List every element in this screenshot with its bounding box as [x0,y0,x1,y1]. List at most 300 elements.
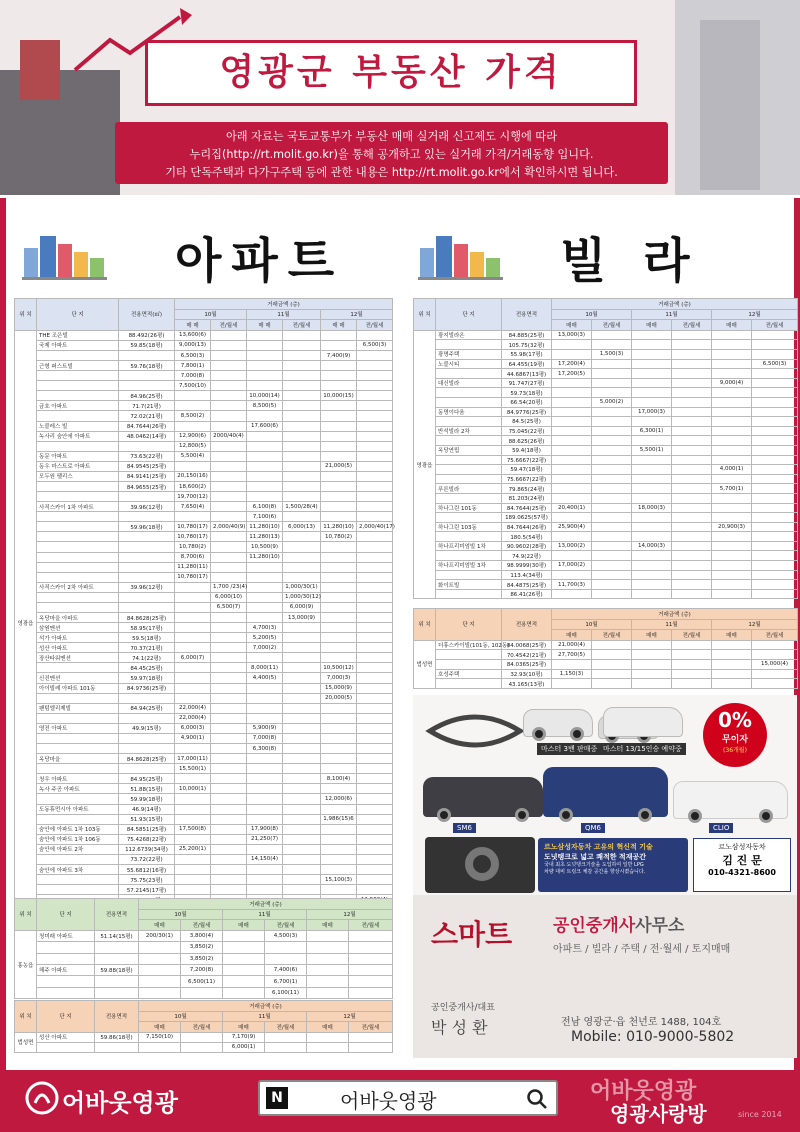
price-cell [211,723,247,733]
table-row [15,834,393,844]
price-cell [321,764,357,774]
table-row [15,744,393,754]
header-sale: 매매 [712,320,752,331]
price-cell [672,350,712,360]
search-icon[interactable] [526,1088,548,1110]
area-cell [119,592,175,602]
price-cell [357,653,393,663]
table-row [15,643,393,653]
complex-cell [37,976,95,987]
price-cell [321,572,357,582]
price-cell [592,426,632,436]
price-cell: 6,500(3) [752,359,798,369]
price-cell [752,407,798,417]
header-month: 12월 [321,309,393,320]
price-cell [321,371,357,381]
complex-cell [37,663,119,673]
price-cell [632,561,672,571]
price-cell: 8,700(6) [175,552,211,562]
price-cell [211,461,247,471]
price-cell: 12,800(5) [175,441,211,451]
complex-cell [37,602,119,612]
price-cell [357,492,393,502]
area-cell: 59.85(18평) [119,340,175,350]
price-cell: 17,000(2) [552,561,592,571]
price-cell [357,754,393,764]
price-cell [247,794,283,804]
complex-cell [436,679,502,689]
complex-cell: 하나그린 101동 [436,503,502,513]
table-row [15,885,393,895]
price-cell [592,484,632,494]
price-cell [211,451,247,461]
price-cell [357,451,393,461]
price-cell [321,744,357,754]
price-cell: 200/30(1) [139,930,181,941]
rate-label: 무이자 [721,735,749,745]
complex-cell [436,369,502,379]
table-row [15,532,393,542]
area-cell: 73.72(22평) [119,854,175,864]
price-cell [211,542,247,552]
complex-cell: 동문 아파트 [37,451,119,461]
complex-cell [37,572,119,582]
area-cell: 84.9141(25평) [119,471,175,481]
price-cell [283,683,321,693]
price-cell [752,388,798,398]
price-cell [552,679,592,689]
price-cell [752,484,798,494]
header-area: 전용면적(㎡) [119,299,175,331]
search-bar[interactable] [258,1080,558,1116]
price-cell: 10,000(15) [321,391,357,401]
price-cell [247,885,283,895]
area-cell: 84.94(25평) [119,703,175,713]
price-cell [283,885,321,895]
area-cell [95,987,139,998]
price-cell [552,417,592,427]
price-cell: 11,280(10) [247,522,283,532]
header-month: 11월 [632,619,712,630]
price-cell [307,1032,349,1042]
price-cell [211,381,247,391]
price-cell [283,774,321,784]
table-row [15,552,393,562]
price-cell [211,562,247,572]
area-cell [119,572,175,582]
price-cell [357,482,393,492]
complex-cell [436,551,502,561]
table-row [414,426,798,436]
complex-cell [436,532,502,542]
price-cell: 6,300(8) [247,744,283,754]
header-region: 위 치 [15,299,37,331]
price-cell [283,340,321,350]
price-cell [752,513,798,523]
header-lease: 전/월세 [752,320,798,331]
realtor-brand: 스마트 [431,918,513,951]
price-cell [175,673,211,683]
price-cell [181,987,223,998]
price-cell [307,930,349,941]
price-cell [552,378,592,388]
area-cell: 39.96(12평) [119,582,175,592]
area-cell: 98.9999(30평) [502,561,552,571]
area-cell: 49.9(15평) [119,723,175,733]
complex-cell: 사직스카이 2차 아파트 [37,582,119,592]
price-cell [752,493,798,503]
price-cell [283,431,321,441]
area-cell: 71.7(21평) [119,401,175,411]
area-cell: 59.86(18평) [95,1032,139,1042]
complex-cell: 숨안에 아파트 3차 [37,864,119,874]
complex-cell [37,942,95,953]
price-cell: 1,500/28(4) [283,502,321,512]
price-cell [247,361,283,371]
complex-cell: 하나그린 103동 [436,522,502,532]
area-cell: 189.0625(57평) [502,513,552,523]
price-cell: 6,000(13) [283,522,321,532]
price-cell [211,572,247,582]
price-cell [357,391,393,401]
price-cell [321,834,357,844]
header-sale: 매매 [632,320,672,331]
price-cell [321,562,357,572]
table-row [15,502,393,512]
price-cell [357,723,393,733]
price-cell: 17,900(8) [247,824,283,834]
price-cell [632,436,672,446]
price-cell [247,461,283,471]
price-cell [592,340,632,350]
price-cell [357,502,393,512]
price-cell [357,542,393,552]
area-cell: 84.7644(25평) [502,503,552,513]
price-cell [357,693,393,703]
header-region: 위 치 [414,299,436,331]
price-cell [283,703,321,713]
area-cell: 75.6667(22평) [502,455,552,465]
area-cell [119,441,175,451]
complex-cell: 푸른빌라 [436,484,502,494]
price-cell [672,426,712,436]
price-cell: 4,700(3) [247,623,283,633]
footer-watermark: 어바웃영광 [590,1079,697,1104]
price-cell [712,417,752,427]
complex-cell: 숨안에 아파트 1차 103동 [37,824,119,834]
price-cell [552,551,592,561]
complex-cell [37,764,119,774]
price-cell [211,733,247,743]
price-cell [672,660,712,670]
price-cell: 8,000(11) [247,663,283,673]
area-cell: 59.4(18평) [502,445,552,455]
area-cell: 79.865(24평) [502,484,552,494]
header-month: 12월 [307,909,393,920]
header-lease: 전/월세 [265,920,307,931]
price-cell [672,330,712,340]
price-cell [712,455,752,465]
price-cell: 6,100(11) [265,987,307,998]
price-cell: 13,000(9) [283,613,321,623]
price-cell [247,764,283,774]
price-cell [175,623,211,633]
price-cell [247,864,283,874]
realtor-phone: Mobile: 010-9000-5802 [571,1029,735,1045]
complex-cell: 동명이다움 [436,407,502,417]
price-cell [357,572,393,582]
price-cell [632,580,672,590]
price-cell [592,513,632,523]
price-cell [247,340,283,350]
table-row [414,330,798,340]
price-cell: 8,500(2) [175,411,211,421]
price-cell: 20,400(1) [552,503,592,513]
price-cell [139,965,181,976]
table-row [15,401,393,411]
price-cell [752,580,798,590]
price-cell: 7,800(1) [175,361,211,371]
price-cell: 5,000(2) [592,397,632,407]
area-cell [119,744,175,754]
price-cell [357,371,393,381]
price-cell [357,532,393,542]
car-clio-image [673,781,788,819]
table-row [15,512,393,522]
table-row [15,942,393,953]
price-cell [307,965,349,976]
price-cell [321,613,357,623]
price-cell [712,541,752,551]
price-cell [283,723,321,733]
price-cell [712,397,752,407]
price-cell [175,744,211,754]
complex-cell: 성산 아파트 [37,643,119,653]
price-cell [321,431,357,441]
price-cell [592,660,632,670]
price-cell [247,713,283,723]
price-cell [752,465,798,475]
price-cell: 5,500(1) [632,445,672,455]
price-cell [247,613,283,623]
price-cell [283,471,321,481]
notice-box [115,122,668,184]
table-row [15,976,393,987]
page-title: 영광군 부동산 가격 [145,40,637,106]
price-cell [283,492,321,502]
header-month: 10월 [139,909,223,920]
table-row [15,653,393,663]
price-cell [349,942,393,953]
area-cell: 66.54(20평) [502,397,552,407]
area-cell [119,542,175,552]
price-cell [283,875,321,885]
price-cell: 5,700(1) [712,484,752,494]
price-cell [211,552,247,562]
price-cell [265,953,307,964]
price-cell [247,804,283,814]
price-cell [552,436,592,446]
price-cell [632,474,672,484]
price-cell [211,441,247,451]
complex-cell: 도동휴먼시아 아파트 [37,804,119,814]
dealer-name: 김 진 문 [722,854,762,867]
price-cell [672,417,712,427]
dealer-contact [693,838,791,892]
price-cell [283,512,321,522]
price-cell [247,754,283,764]
price-cell [357,703,393,713]
price-cell [752,340,798,350]
price-cell: 7,500(10) [175,381,211,391]
apartment-illustration-icon [22,230,107,280]
price-cell: 11,280(11) [175,562,211,572]
price-cell [283,804,321,814]
header-lease: 전/월세 [283,320,321,331]
header-deal: 거래금액 (층) [552,299,798,310]
price-cell: 6,500(3) [357,340,393,350]
area-cell: 72.02(21평) [119,411,175,421]
price-cell [321,381,357,391]
header-sale: 매매 [552,320,592,331]
price-cell [349,965,393,976]
price-cell [752,679,798,689]
complex-cell [37,1042,95,1052]
area-cell [95,953,139,964]
area-cell: 91.747(27평) [502,378,552,388]
price-cell [307,953,349,964]
region-cell: 영광읍 [414,330,436,599]
price-cell [175,643,211,653]
price-cell: 9,000(4) [712,378,752,388]
price-cell [357,562,393,572]
complex-cell [37,411,119,421]
price-cell [752,369,798,379]
price-cell [752,551,798,561]
complex-cell: 더휴스카이빌(101동, 102동) [436,640,502,650]
price-cell [672,522,712,532]
price-cell [552,388,592,398]
complex-cell: 아이빌레 아파트 101동 [37,683,119,693]
header-region: 위 치 [15,1001,37,1033]
promo-line: 도넛탱크로 넓고 쾌적한 적재공간 [544,853,646,861]
price-cell [321,784,357,794]
price-cell [752,561,798,571]
price-cell [321,552,357,562]
area-cell: 180.5(54평) [502,532,552,542]
price-cell: 6,100(8) [247,502,283,512]
price-cell [211,401,247,411]
price-cell [357,471,393,481]
realtor-address: 전남 영광군·읍 천년로 1488, 104호 [561,1017,722,1028]
table-row [15,824,393,834]
complex-cell [37,733,119,743]
table-row [414,369,798,379]
price-cell [283,542,321,552]
header-month: 10월 [175,309,247,320]
price-cell: 4,900(1) [175,733,211,743]
search-query[interactable]: 어바웃영광 [340,1089,437,1113]
price-cell [321,512,357,522]
complex-cell: 하나프리미엄빌 1차 [436,541,502,551]
area-cell: 84.4875(25평) [502,580,552,590]
price-cell [712,650,752,660]
price-cell: 8,500(5) [247,401,283,411]
table-row [15,623,393,633]
realtor-office [553,911,684,936]
price-cell [672,407,712,417]
price-cell [357,431,393,441]
price-cell [552,455,592,465]
price-cell [175,391,211,401]
complex-cell [37,885,119,895]
table-row [15,471,393,481]
area-cell: 112.6739(34평) [119,844,175,854]
area-cell: 81.203(24평) [502,493,552,503]
price-cell [672,474,712,484]
price-cell [712,340,752,350]
table-row [414,679,798,689]
table-row [15,572,393,582]
area-cell: 51.93(15평) [119,814,175,824]
model-label: SM6 [453,823,476,833]
price-cell [712,640,752,650]
price-cell [175,854,211,864]
price-cell [712,436,752,446]
area-cell: 59.88(18평) [95,965,139,976]
complex-cell: 석가 아파트 [37,633,119,643]
price-cell [321,542,357,552]
price-cell [712,407,752,417]
table-row [15,663,393,673]
price-cell: 17,200(4) [552,359,592,369]
price-cell [712,445,752,455]
price-cell [283,371,321,381]
price-cell [211,330,247,340]
price-cell [321,643,357,653]
price-cell [247,653,283,663]
price-cell: 1,500(3) [592,350,632,360]
header-month: 12월 [712,309,798,320]
price-cell [672,640,712,650]
header-sale: 매 매 [175,320,211,331]
area-cell: 84.95(25평) [119,774,175,784]
header-banner [0,0,800,195]
price-cell [223,942,265,953]
price-cell [139,1042,181,1052]
price-cell [283,754,321,764]
price-cell [349,1032,393,1042]
price-cell: 21,250(7) [247,834,283,844]
price-cell [632,522,672,532]
price-cell [211,350,247,360]
price-cell [672,541,712,551]
complex-cell [436,660,502,670]
price-cell [321,723,357,733]
zero-interest-badge [703,703,767,767]
price-cell: 17,000(3) [632,407,672,417]
model-label: QM6 [581,823,605,833]
header-complex: 단 지 [37,299,119,331]
area-cell [119,764,175,774]
price-cell [672,493,712,503]
price-cell [211,361,247,371]
price-cell [175,693,211,703]
price-cell [592,570,632,580]
region-cell: 영광읍 [15,330,37,915]
dealer-company: 르노삼성자동차 [718,843,766,851]
price-cell [752,570,798,580]
